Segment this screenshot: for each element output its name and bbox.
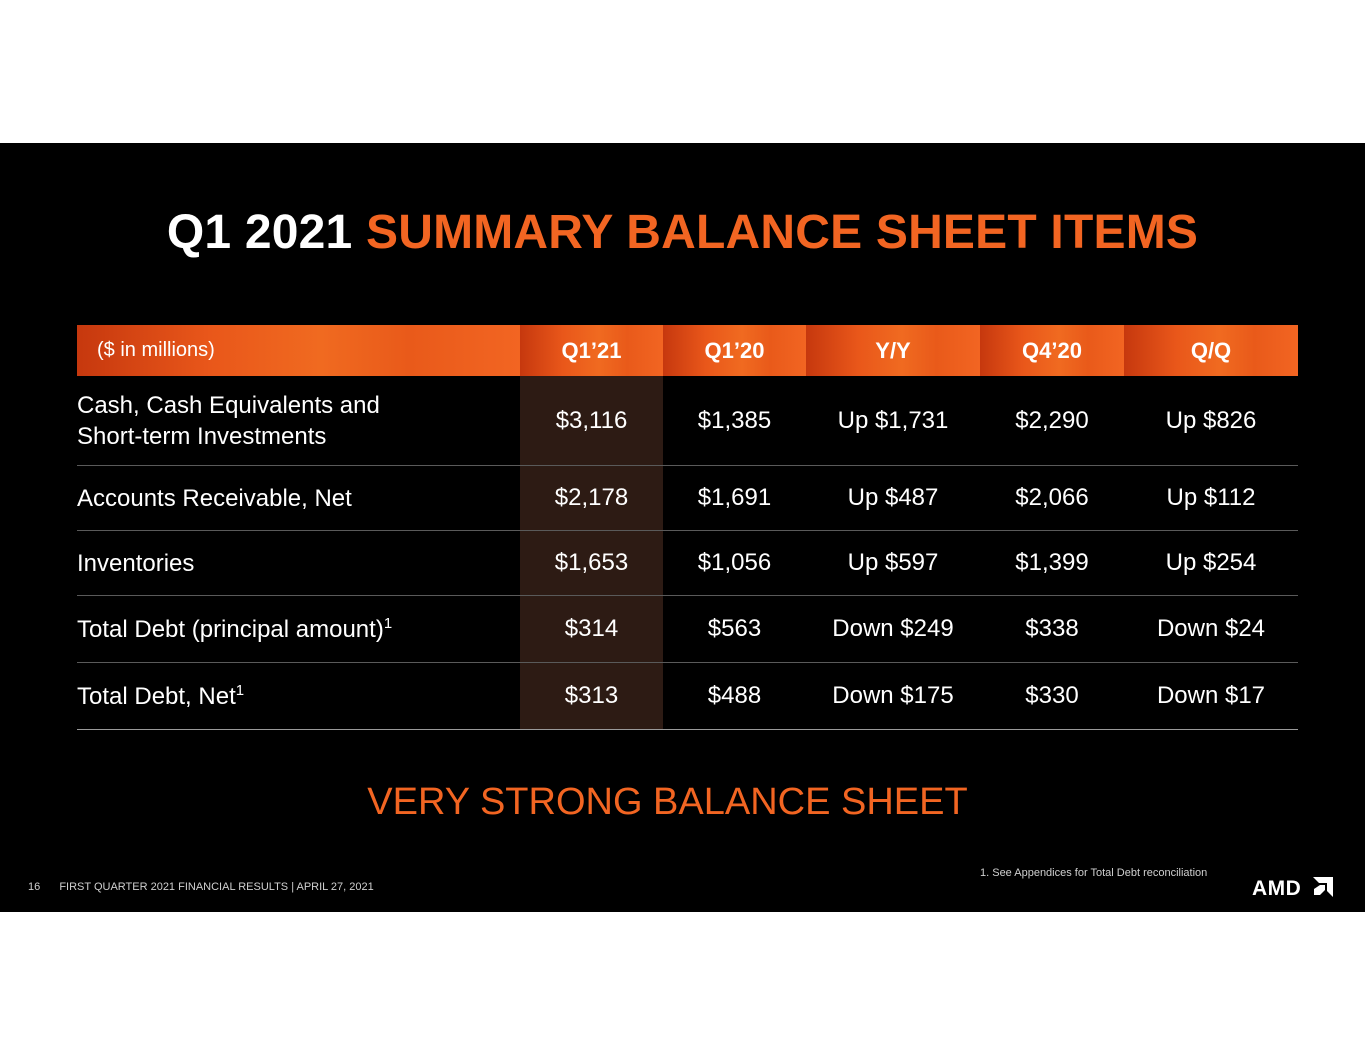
- footer-text: FIRST QUARTER 2021 FINANCIAL RESULTS | APRIL 27, 2021: [59, 881, 374, 893]
- amd-logo: [1252, 876, 1334, 898]
- cell-q1-20: $1,385: [663, 376, 806, 466]
- title-prefix: Q1 2021: [166, 206, 353, 259]
- cell-q4-20: $330: [980, 663, 1124, 730]
- row-label: Accounts Receivable, Net: [77, 466, 520, 531]
- cell-yy: Up $1,731: [806, 376, 980, 466]
- cell-q4-20: $2,290: [980, 376, 1124, 466]
- cell-q1-21: $313: [520, 663, 663, 730]
- header-units: ($ in millions): [77, 325, 520, 376]
- cell-q1-20: $488: [663, 663, 806, 730]
- header-q1-20: Q1’20: [663, 325, 806, 376]
- cell-yy: Up $487: [806, 466, 980, 531]
- table-row: [77, 596, 1298, 663]
- cell-q1-21: $3,116: [520, 376, 663, 466]
- cell-yy: Down $249: [806, 596, 980, 663]
- cell-q1-21: $2,178: [520, 466, 663, 531]
- header-q1-21: Q1’21: [520, 325, 663, 376]
- cell-qq: Down $17: [1124, 663, 1298, 730]
- tagline: VERY STRONG BALANCE SHEET: [367, 781, 968, 823]
- cell-q1-20: $563: [663, 596, 806, 663]
- cell-q1-21: $1,653: [520, 531, 663, 596]
- footnote-marker: 1: [383, 614, 393, 632]
- header-yy: Y/Y: [806, 325, 980, 376]
- table-row: [77, 663, 1298, 730]
- slide: [0, 143, 1365, 912]
- cell-q4-20: $1,399: [980, 531, 1124, 596]
- cell-q1-20: $1,056: [663, 531, 806, 596]
- row-label: [77, 663, 520, 730]
- header-qq: Q/Q: [1124, 325, 1298, 376]
- footnote-marker: 1: [235, 681, 245, 699]
- balance-sheet-table: [77, 325, 1298, 730]
- cell-q1-20: $1,691: [663, 466, 806, 531]
- page-number: 16: [28, 881, 41, 893]
- cell-qq: Down $24: [1124, 596, 1298, 663]
- table-row: [77, 531, 1298, 596]
- cell-qq: Up $112: [1124, 466, 1298, 531]
- cell-q4-20: $338: [980, 596, 1124, 663]
- cell-qq: Up $254: [1124, 531, 1298, 596]
- footer: [28, 881, 390, 893]
- cell-q1-21: $314: [520, 596, 663, 663]
- table-header-row: [77, 325, 1298, 376]
- row-label: [77, 596, 520, 663]
- cell-yy: Down $175: [806, 663, 980, 730]
- slide-title: [0, 205, 1365, 260]
- row-label: [77, 376, 520, 466]
- header-q4-20: Q4’20: [980, 325, 1124, 376]
- title-accent: SUMMARY BALANCE SHEET ITEMS: [365, 206, 1199, 259]
- cell-qq: Up $826: [1124, 376, 1298, 466]
- row-label-line: Cash, Cash Equivalents and: [77, 391, 380, 419]
- balance-sheet-table-wrapper: [77, 325, 1298, 730]
- row-label-text: Total Debt (principal amount): [77, 615, 384, 643]
- row-label-text: Total Debt, Net: [77, 682, 236, 710]
- row-label: Inventories: [77, 531, 520, 596]
- amd-arrow-icon: [1313, 877, 1333, 897]
- footnote: 1. See Appendices for Total Debt reconciliation: [980, 867, 1208, 879]
- row-label-line: Short-term Investments: [77, 422, 327, 450]
- cell-yy: Up $597: [806, 531, 980, 596]
- table-row: [77, 466, 1298, 531]
- table-row: [77, 376, 1298, 466]
- logo-text: AMD: [1252, 877, 1302, 898]
- cell-q4-20: $2,066: [980, 466, 1124, 531]
